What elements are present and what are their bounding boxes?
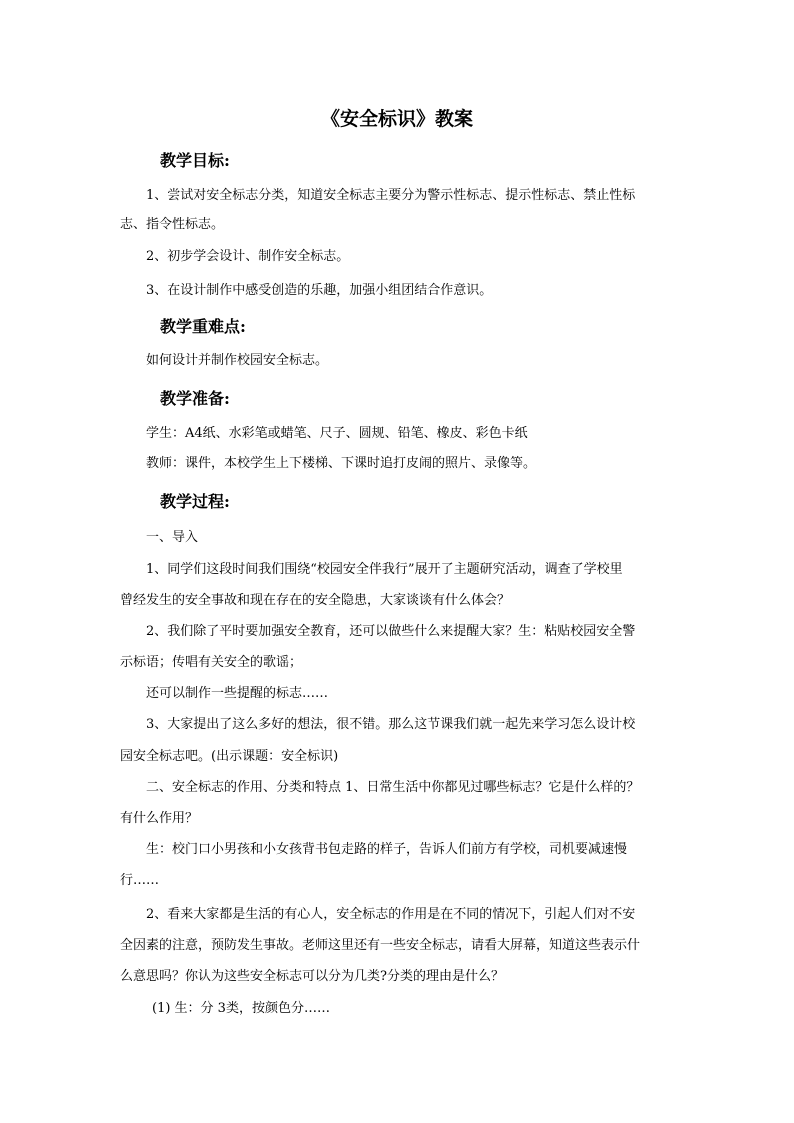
process-p1-line-2: 曾经发生的安全事故和现在存在的安全隐患，大家谈谈有什么体会？ [120, 593, 511, 608]
process-p2-line-2: 示标语；传唱有关安全的歌谣； [120, 655, 303, 670]
goal-item-3: 3、在设计制作中感受创造的乐趣，加强小组团结合作意识。 [146, 283, 493, 298]
process-p2-line-3: 还可以制作一些提醒的标志…… [146, 686, 329, 701]
process-p4-line-3: 么意思吗？你认为这些安全标志可以分为几类?分类的理由是什么？ [120, 969, 504, 984]
key-points-text: 如何设计并制作校园安全标志。 [146, 353, 329, 368]
process-p2-line-1: 2、我们除了平时要加强安全教育，还可以做些什么来提醒大家？生：粘贴校园安全警 [146, 624, 636, 639]
preparation-teacher: 教师：课件，本校学生上下楼梯、下课时追打皮闹的照片、录像等。 [146, 456, 537, 471]
document-title: 《安全标识》教案 [320, 108, 473, 130]
process-p1-line-1: 1、同学们这段时间我们围绕“校园安全伴我行”展开了主题研究活动，调查了学校里 [146, 562, 623, 577]
preparation-students: 学生：A4纸、水彩笔或蜡笔、尺子、圆规、铅笔、橡皮、彩色卡纸 [146, 426, 528, 441]
process-p4-line-1: 2、看来大家都是生活的有心人，安全标志的作用是在不同的情况下，引起人们对不安 [146, 907, 636, 922]
process-part-2-line-2: 有什么作用？ [120, 811, 199, 826]
process-p4-line-2: 全因素的注意，预防发生事故。老师这里还有一些安全标志，请看大屏幕，知道这些表示什 [120, 938, 641, 953]
process-answer-1-line-1: 生：校门口小男孩和小女孩背书包走路的样子，告诉人们前方有学校，司机要减速慢 [146, 842, 628, 857]
process-part-1-title: 一、导入 [146, 530, 199, 545]
heading-process: 教学过程: [160, 492, 230, 511]
process-answer-1-line-2: 行…… [120, 873, 160, 888]
process-part-2-line-1: 二、安全标志的作用、分类和特点 1、日常生活中你都见过哪些标志？它是什么样的？ [146, 780, 640, 795]
goal-item-1-line-2: 志、指令性标志。 [120, 217, 225, 232]
process-answer-2: (1) 生：分 3类，按颜色分…… [152, 1001, 330, 1016]
process-p3-line-1: 3、大家提出了这么多好的想法，很不错。那么这节课我们就一起先来学习怎么设计校 [146, 717, 636, 732]
goal-item-1-line-1: 1、尝试对安全标志分类，知道安全标志主要分为警示性标志、提示性标志、禁止性标 [146, 188, 636, 203]
goal-item-2: 2、初步学会设计、制作安全标志。 [146, 249, 350, 264]
heading-preparation: 教学准备: [160, 389, 230, 408]
heading-teaching-goals: 教学目标: [160, 151, 230, 170]
process-p3-line-2: 园安全标志吧。(出示课题：安全标识) [120, 749, 339, 764]
heading-key-points: 教学重难点: [160, 317, 246, 336]
